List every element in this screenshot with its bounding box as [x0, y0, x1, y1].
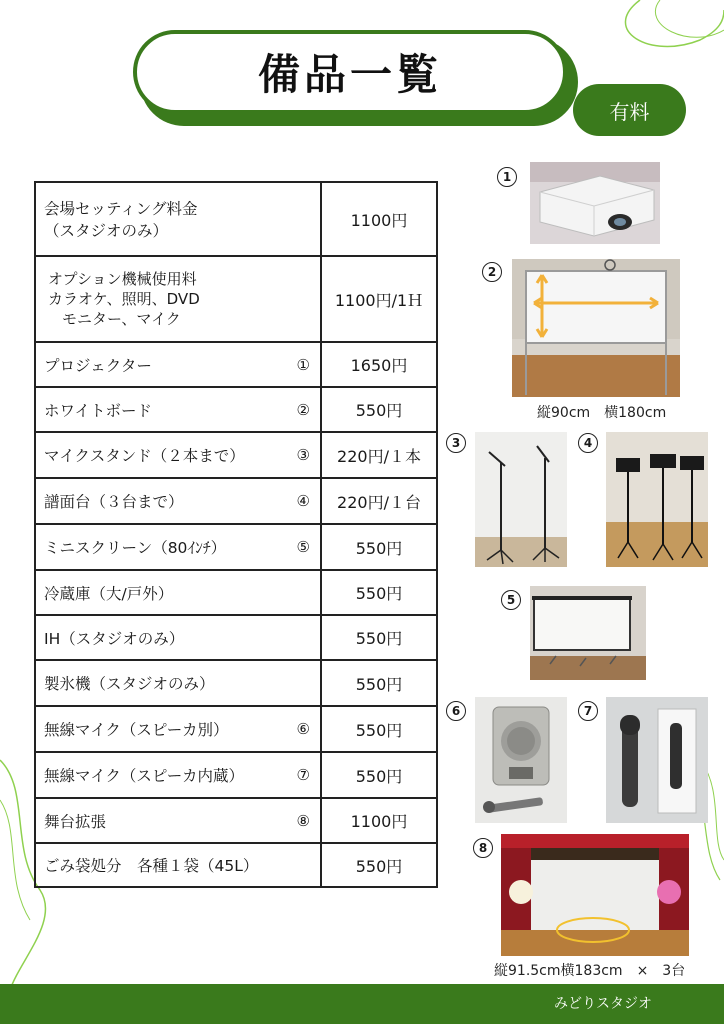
title-box [133, 30, 567, 114]
item-line: （スタジオのみ） [44, 222, 169, 240]
price-cell: 1100円 [321, 798, 437, 843]
item-cell [35, 387, 321, 432]
photo-number-6: 6 [446, 701, 466, 721]
table-row [35, 570, 437, 615]
table-row [35, 524, 437, 570]
table-row [35, 615, 437, 660]
price-table [34, 181, 438, 888]
item-cell [35, 524, 321, 570]
item-line: オプション機械使用料 [48, 270, 197, 288]
photo-number-8: 8 [473, 838, 493, 858]
price-cell: 1100円/1Ｈ [321, 256, 437, 342]
table-row [35, 706, 437, 752]
table-row [35, 798, 437, 843]
mic-stand-photo [475, 432, 567, 567]
item-number: ⑦ [296, 766, 310, 784]
price-cell: 1650円 [321, 342, 437, 387]
item-name: プロジェクター [44, 356, 152, 375]
whiteboard-photo [512, 259, 680, 397]
item-number: ⑥ [296, 720, 310, 738]
speaker-mic-photo [475, 697, 567, 823]
table-row [35, 182, 437, 256]
item-name: IH（スタジオのみ） [44, 629, 185, 648]
price-cell: 550円 [321, 615, 437, 660]
item-name: ホワイトボード [44, 401, 153, 420]
item-name: 無線マイク（スピーカ内蔵） [44, 767, 244, 785]
table-row [35, 432, 437, 478]
photo-number-7: 7 [578, 701, 598, 721]
item-line: 会場セッティング料金 [44, 200, 198, 218]
item-line: カラオケ、照明、DVD [48, 290, 200, 308]
item-cell [35, 182, 321, 256]
mini-screen-photo [530, 586, 646, 680]
photo-number-1: 1 [497, 167, 517, 187]
price-cell: 220円/１台 [321, 478, 437, 524]
item-name: ミニスクリーン（80ｲﾝﾁ） [44, 539, 227, 557]
price-cell: 550円 [321, 843, 437, 887]
table-row [35, 752, 437, 798]
item-cell [35, 478, 321, 524]
photo-number-4: 4 [578, 433, 598, 453]
item-cell [35, 256, 321, 342]
item-cell [35, 660, 321, 706]
item-cell [35, 843, 321, 887]
page-title: 備品一覧 [257, 50, 442, 99]
item-number: ⑤ [296, 538, 310, 556]
photo-number-2: 2 [482, 262, 502, 282]
item-name: 冷蔵庫（大/戸外） [44, 584, 174, 603]
price-cell: 550円 [321, 752, 437, 798]
item-number: ⑧ [296, 811, 310, 830]
item-name: 無線マイク（スピーカ別） [44, 721, 229, 739]
price-cell: 550円 [321, 387, 437, 432]
item-name: 譜面台（３台まで） [44, 493, 184, 511]
item-cell [35, 570, 321, 615]
price-cell: 550円 [321, 570, 437, 615]
paid-badge-label: 有料 [609, 99, 650, 124]
price-cell: 550円 [321, 706, 437, 752]
footer-studio-name: みどりスタジオ [554, 996, 652, 1012]
stage-size-caption: 縦91.5cm横183cm × 3台 [494, 963, 686, 979]
item-name: 舞台拡張 [44, 812, 107, 831]
music-stand-photo [606, 432, 708, 567]
table-row [35, 478, 437, 524]
projector-photo [530, 162, 660, 244]
item-number: ③ [296, 446, 310, 464]
price-cell: 1100円 [321, 182, 437, 256]
whiteboard-size-caption: 縦90cm 横180cm [537, 405, 667, 421]
stage-extension-photo [501, 834, 689, 956]
footer-bar [0, 984, 724, 1024]
item-cell [35, 752, 321, 798]
item-number: ② [296, 400, 310, 419]
table-row [35, 843, 437, 887]
speaker-mic-builtin-photo [606, 697, 708, 823]
item-number: ④ [296, 492, 310, 510]
photo-number-3: 3 [446, 433, 466, 453]
item-number: ① [296, 355, 310, 374]
item-name: マイクスタンド（２本まで） [44, 447, 245, 465]
item-cell [35, 432, 321, 478]
table-row [35, 256, 437, 342]
item-cell [35, 706, 321, 752]
price-cell: 550円 [321, 660, 437, 706]
paid-badge [573, 84, 686, 136]
table-row [35, 342, 437, 387]
photo-number-5: 5 [501, 590, 521, 610]
item-line: モニター、マイク [62, 310, 181, 328]
table-row [35, 387, 437, 432]
table-row [35, 660, 437, 706]
item-name: ごみ袋処分 各種１袋（45L） [44, 857, 259, 875]
price-cell: 220円/１本 [321, 432, 437, 478]
price-cell: 550円 [321, 524, 437, 570]
item-cell [35, 342, 321, 387]
item-name: 製氷機（スタジオのみ） [44, 675, 215, 693]
item-cell [35, 798, 321, 843]
item-cell [35, 615, 321, 660]
